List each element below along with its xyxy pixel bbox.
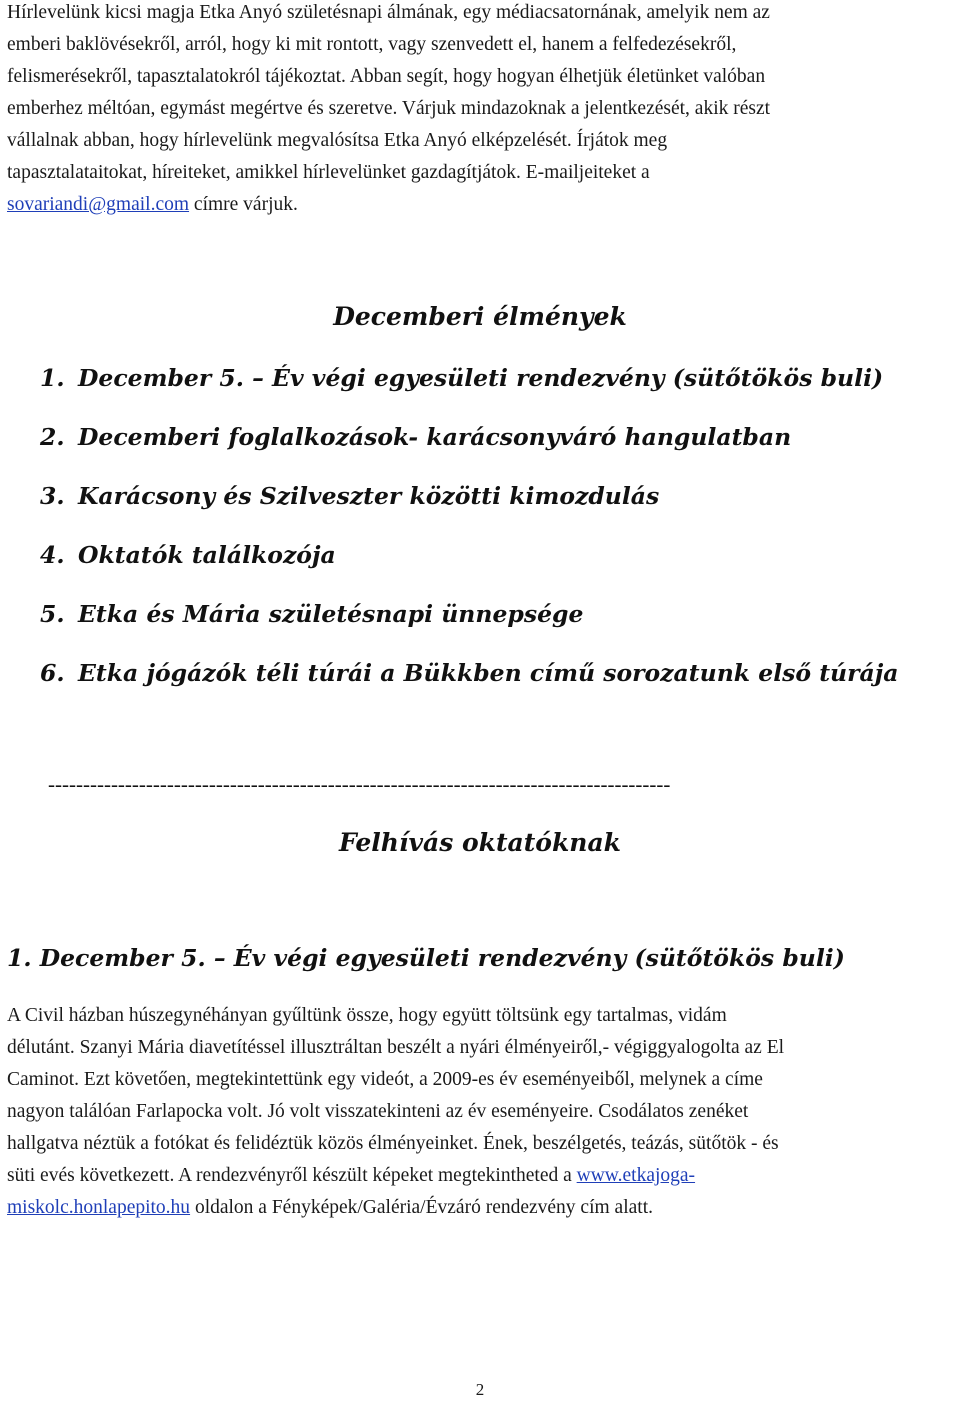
list-item-text: Decemberi foglalkozások- karácsonyváró hangulatban — [78, 423, 792, 451]
intro-line: vállalnak abban, hogy hírlevelünk megvalósítsa Etka Anyó elképzelését. Írjátok meg — [7, 130, 668, 151]
body-line: nagyon találóan Farlapocka volt. Jó volt visszatekinteni az év eseményeire. Csodálatos zenéket — [7, 1101, 749, 1122]
website-link-part1[interactable]: www.etkajoga- — [576, 1165, 696, 1186]
event-paragraph — [7, 1000, 957, 1224]
list-item — [40, 482, 659, 510]
intro-line: emberi baklövésekről, arról, hogy ki mit rontott, vagy szenvedett el, hanem a felfedezésekről, — [7, 34, 737, 55]
event-heading: 1. December 5. – Év végi egyesületi rendezvény (sütőtökös buli) — [7, 944, 845, 972]
section-title: Decemberi élmények — [333, 302, 627, 331]
list-item-number: 1. — [40, 364, 65, 392]
body-line: Caminot. Ezt követően, megtekintettünk egy videót, a 2009-es év eseményeiből, melynek a címe — [7, 1069, 763, 1090]
dashed-divider: ----------------------------------------------------------------------------------------- — [48, 772, 671, 796]
list-item — [40, 423, 791, 451]
email-tail-text: címre várjuk. — [189, 194, 298, 215]
intro-line: felismerésekről, tapasztalatokról tájékoztat. Abban segít, hogy hogyan élhetjük életünket valóban — [7, 66, 766, 87]
email-link[interactable]: sovariandi@gmail.com — [7, 194, 190, 215]
call-title: Felhívás oktatóknak — [339, 828, 621, 857]
page-number: 2 — [475, 1380, 485, 1399]
list-item-number: 5. — [40, 600, 65, 628]
list-item — [40, 541, 336, 569]
intro-paragraph — [7, 0, 957, 221]
list-item — [40, 659, 898, 687]
body-line: A Civil házban húszegynéhányan gyűltünk össze, hogy együtt töltsünk egy tartalmas, vidám — [7, 1005, 727, 1026]
list-item-text: Etka jógázók téli túrái a Bükkben című sorozatunk első túrája — [78, 659, 899, 687]
body-line: délutánt. Szanyi Mária diavetítéssel illusztráltan beszélt a nyári élményeiről,- végiggyalogolta az El — [7, 1037, 785, 1058]
body-line-text: süti evés következett. A rendezvényről készült képeket megtekintheted a — [7, 1165, 577, 1186]
body-line: hallgatva néztük a fotókat és felidéztük közös élményeinket. Ének, beszélgetés, teázás, sütőtök - és — [7, 1133, 779, 1154]
list-item-text: Oktatók találkozója — [78, 541, 336, 569]
list-item-number: 3. — [40, 482, 65, 510]
body-line-last — [7, 1192, 957, 1224]
list-item-number: 2. — [40, 423, 65, 451]
website-link-part2[interactable]: miskolc.honlapepito.hu — [7, 1197, 191, 1218]
body-tail-text: oldalon a Fényképek/Galéria/Évzáró rendezvény cím alatt. — [190, 1197, 653, 1218]
list-item — [40, 600, 583, 628]
body-line — [7, 1160, 957, 1192]
list-item-number: 6. — [40, 659, 65, 687]
intro-line: tapasztalataitokat, híreiteket, amikkel hírlevelünket gazdagítjátok. E-mailjeiteket a — [7, 162, 650, 183]
list-item-text: December 5. – Év végi egyesületi rendezvény (sütőtökös buli) — [78, 364, 884, 392]
intro-line-last — [7, 189, 957, 221]
intro-line: emberhez méltóan, egymást megértve és szeretve. Várjuk mindazoknak a jelentkezését, akik részt — [7, 98, 771, 119]
list-item-text: Etka és Mária születésnapi ünnepsége — [78, 600, 584, 628]
list-item — [40, 364, 883, 392]
intro-line: Hírlevelünk kicsi magja Etka Anyó születésnapi álmának, egy médiacsatornának, amelyik nem az — [7, 2, 770, 23]
list-item-number: 4. — [40, 541, 65, 569]
list-item-text: Karácsony és Szilveszter közötti kimozdulás — [78, 482, 660, 510]
